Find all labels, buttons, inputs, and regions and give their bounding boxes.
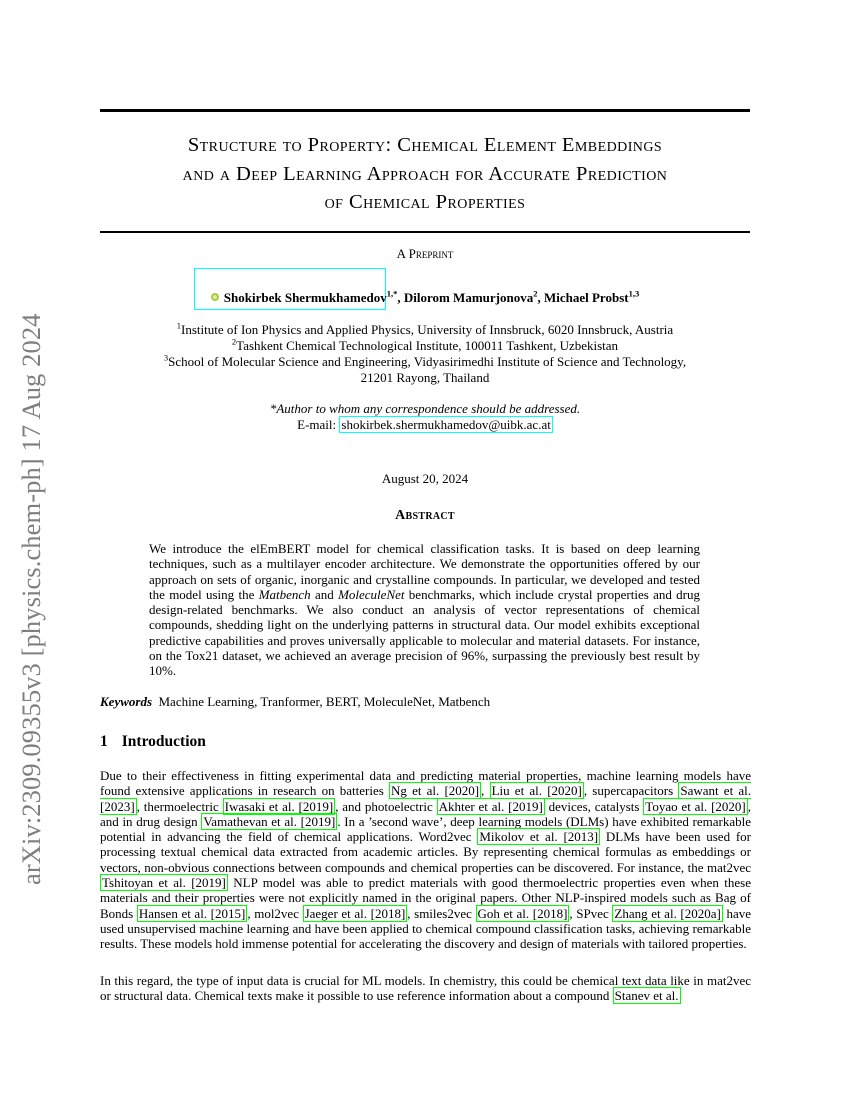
citation-link[interactable]: Mikolov et al. [2013] — [479, 829, 599, 845]
affiliation-text: School of Molecular Science and Engineering, Vidyasirimedhi Institute of Science and Technology, — [168, 354, 687, 369]
abstract-emphasis: Matbench — [258, 586, 311, 602]
section-heading — [100, 733, 206, 751]
citation-link[interactable]: Akhter et al. [2019] — [438, 798, 543, 814]
affiliation — [0, 354, 850, 370]
abstract-text — [149, 541, 700, 679]
citation-link[interactable]: Jaeger et al. [2018] — [304, 905, 406, 921]
section-title: Introduction — [121, 733, 206, 750]
correspondence — [0, 401, 850, 433]
title-rule-top — [100, 109, 750, 112]
preprint-label: A Preprint — [396, 246, 454, 261]
paragraph-text: , supercapacitors — [583, 783, 679, 799]
paragraph-text: , mol2vec — [247, 905, 303, 921]
author-1-sup: 1,* — [386, 288, 398, 299]
paper-title — [100, 131, 750, 217]
abstract-part: benchmarks, which include crystal properties and drug design-related benchmarks. We also conduct an analysis of vector representations of chemical compounds, shedding light on the underlying patterns in structural data. Our model exhibits exceptional predictive capabilities and proves universally applicable to molecular and material datasets. For instance, on the Tox21 dataset, we achieved an average precision of 96%, surpassing the previously best result by 10%. — [149, 586, 701, 679]
abstract-emphasis: MoleculeNet — [338, 586, 405, 602]
affiliation-sup: 1 — [176, 320, 182, 331]
orcid-icon[interactable] — [211, 293, 219, 301]
paragraph-text: . In a ’second wave’, deep learning models (DLMs) have exhibited remarkable potential in advancing the field of chemical applications. Word2vec — [100, 813, 751, 845]
correspondence-note: *Author to whom any correspondence should be addressed. — [269, 401, 581, 416]
title-line-3: of Chemical Properties — [324, 191, 526, 213]
paragraph-text: In this regard, the type of input data is crucial for ML models. In chemistry, this could be chemical text data like in mat2vec or structural data. Chemical texts make it possible to use reference information about a compound — [100, 973, 751, 1004]
title-line-2: and a Deep Learning Approach for Accurate Prediction — [182, 162, 668, 185]
intro-paragraph-2 — [100, 973, 751, 1004]
email-link[interactable]: shokirbek.shermukhamedov@uibk.ac.at — [341, 417, 551, 432]
paragraph-text: , and photoelectric — [335, 798, 437, 814]
author-3: Michael Probst — [543, 290, 629, 305]
author-sep: , — [397, 290, 404, 305]
paragraph-text: , — [481, 783, 490, 799]
paragraph-text: , and in drug design — [100, 798, 751, 829]
affiliations — [0, 322, 850, 386]
citation-link[interactable]: Goh et al. [2018] — [477, 905, 568, 921]
paragraph-text: , thermoelectric — [136, 798, 223, 814]
author-2-sup: 2 — [533, 288, 538, 299]
intro-paragraph-1 — [100, 768, 751, 952]
author-sep: , — [537, 290, 544, 305]
affiliation-text: 21201 Rayong, Thailand — [360, 370, 490, 385]
citation-link[interactable]: Sawant et al. [2023] — [100, 783, 752, 814]
paragraph-text: NLP model was able to predict materials with good thermoelectric properties even when these materials and their properties were not explicitly named in the original papers. Other NLP-inspired models such as Bag of Bonds — [100, 875, 751, 921]
paragraph-text: have used unsupervised machine learning and have been applied to chemical compound classification tasks, achieving remarkable results. These models hold immense potential for accelerating the discovery and design of materials with tailored properties. — [100, 905, 752, 952]
citation-link[interactable]: Tshitoyan et al. [2019] — [102, 875, 226, 891]
author-2: Dilorom Mamurjonova — [403, 290, 534, 305]
keywords-list: Machine Learning, Tranformer, BERT, MoleculeNet, Matbench — [158, 694, 491, 709]
affiliation — [0, 338, 850, 354]
title-line-1: Structure to Property: Chemical Element Embeddings — [187, 134, 663, 156]
paragraph-text: DLMs have been used for processing textual chemical data extracted from academic articles. By representing chemical formulas as embeddings or vectors, non-obvious connections between compounds and chemical properties can be discovered. For instance, the mat2vec — [100, 829, 751, 875]
abstract-part: and — [310, 586, 339, 602]
paragraph-text: devices, catalysts — [544, 798, 644, 814]
affiliation-text: Tashkent Chemical Technological Institute, 100011 Tashkent, Uzbekistan — [236, 338, 619, 353]
abstract-part: We introduce the elEmBERT model for chemical classification tasks. It is based on deep learning techniques, such as a multilayer encoder architecture. We demonstrate the opportunities offered by our approach on sets of organic, inorganic and crystalline compounds. In particular, we developed and tested the model using the — [149, 541, 700, 602]
affiliation-text: Institute of Ion Physics and Applied Physics, University of Innsbruck, 6020 Innsbruck, Austria — [181, 322, 674, 337]
paragraph-text: , smiles2vec — [407, 905, 476, 921]
citation-link[interactable]: Toyao et al. [2020] — [645, 798, 746, 814]
abstract-heading: Abstract — [395, 508, 455, 523]
citation-link[interactable]: Ng et al. [2020] — [391, 783, 480, 799]
affiliation-sup: 3 — [163, 352, 169, 363]
affiliation — [0, 370, 850, 386]
author-list — [0, 290, 850, 306]
citation-link[interactable]: Zhang et al. [2020a] — [614, 905, 721, 921]
paragraph-text: Due to their effectiveness in fitting experimental data and predicting material properties, machine learning models have found extensive applications in research on batteries — [100, 768, 751, 799]
paper-date: August 20, 2024 — [381, 471, 469, 486]
author-1: Shokirbek Shermukhamedov — [223, 290, 387, 305]
section-number: 1 — [100, 733, 108, 750]
keywords-label: Keywords — [100, 694, 152, 709]
arxiv-stamp: arXiv:2309.09355v3 [physics.chem-ph] 17 Aug 2024 — [16, 313, 46, 885]
citation-link[interactable]: Stanev et al. — [614, 988, 679, 1004]
affiliation — [0, 322, 850, 338]
citation-link[interactable]: Iwasaki et al. [2019] — [224, 798, 334, 814]
email-label: E-mail: — [297, 417, 340, 432]
title-rule-bottom — [100, 231, 750, 233]
affiliation-sup: 2 — [231, 336, 237, 347]
paragraph-text: , SPvec — [569, 905, 613, 921]
keywords — [100, 694, 750, 710]
author-3-sup: 1,3 — [628, 288, 640, 299]
citation-link[interactable]: Liu et al. [2020] — [491, 783, 582, 799]
citation-link[interactable]: Vamathevan et al. [2019] — [203, 813, 336, 829]
citation-link[interactable]: Hansen et al. [2015] — [138, 905, 246, 921]
